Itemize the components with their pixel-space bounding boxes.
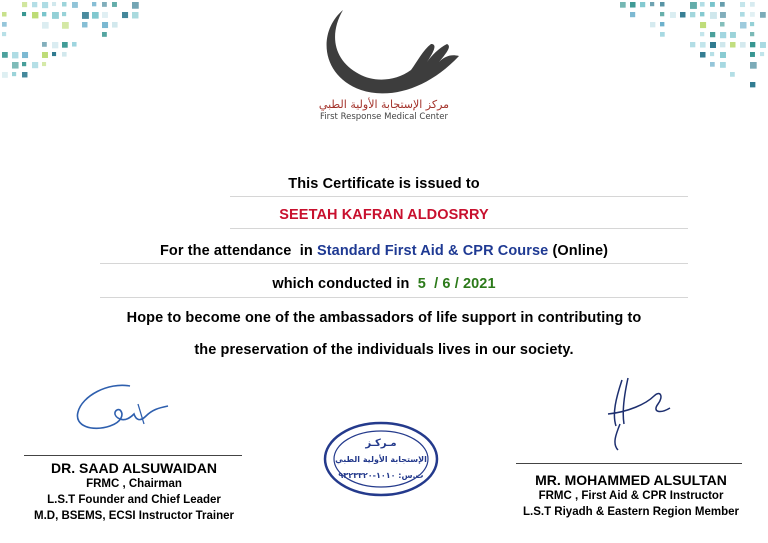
mosaic-tile (730, 42, 735, 47)
conducted-date: 5 / 6 / 2021 (417, 276, 496, 292)
mosaic-tile (700, 12, 704, 16)
mosaic-tile (42, 2, 48, 8)
stamp-bottom-text: ت.س: ١٠١٠-٩٣٢٣٣٢٠ (338, 471, 424, 480)
mosaic-tile (630, 2, 636, 8)
mosaic-tile (92, 12, 99, 19)
course-name: Standard First Aid & CPR Course (316, 243, 549, 259)
mosaic-tile (22, 2, 27, 7)
mosaic-tile (22, 72, 27, 77)
mosaic-tile (22, 12, 26, 16)
corner-pattern-left (0, 0, 150, 90)
mosaic-tile (740, 2, 745, 7)
attendance-prefix: For the attendance in (159, 243, 313, 259)
mosaic-tile (760, 42, 766, 48)
logo-arabic-name: مركز الإستجابة الأولية الطبي (318, 98, 450, 111)
course-mode: (Online) (552, 243, 609, 259)
mosaic-tile (690, 2, 697, 9)
mosaic-tile (112, 2, 117, 7)
mosaic-tile (52, 2, 56, 6)
mosaic-tile (2, 12, 7, 17)
mosaic-tile (62, 22, 69, 29)
mosaic-tile (740, 12, 745, 17)
mosaic-tile (700, 22, 706, 28)
mosaic-tile (730, 72, 735, 77)
mosaic-tile (22, 62, 26, 66)
mosaic-tile (700, 52, 706, 58)
mosaic-tile (740, 22, 746, 28)
mosaic-tile (12, 62, 19, 69)
mosaic-tile (740, 42, 746, 48)
mosaic-tile (650, 2, 654, 6)
mosaic-tile (660, 2, 664, 6)
mosaic-tile (52, 52, 56, 56)
mosaic-tile (82, 22, 87, 27)
mosaic-tile (620, 2, 626, 8)
mosaic-tile (62, 2, 66, 6)
mosaic-tile (122, 12, 128, 18)
signatory-left-role: L.S.T Founder and Chief Leader (47, 494, 221, 506)
closing-line-1: Hope to become one of the ambassadors of life support in contributing to (126, 310, 642, 326)
mosaic-tile (710, 12, 717, 19)
mosaic-tile (132, 12, 138, 18)
frmc-logo (284, 4, 484, 140)
mosaic-tile (690, 42, 695, 47)
signature-line-left (24, 455, 242, 456)
issued-to-label: This Certificate is issued to (288, 176, 480, 192)
mosaic-tile (720, 62, 726, 68)
mosaic-tile (42, 22, 49, 29)
mosaic-tile (82, 12, 89, 19)
mosaic-tile (62, 12, 66, 16)
mosaic-tile (660, 12, 664, 16)
mosaic-tile (52, 12, 59, 19)
mosaic-tile (102, 32, 107, 37)
mosaic-tile (32, 2, 37, 7)
mosaic-tile (670, 12, 676, 18)
closing-line-2: the preservation of the individuals lives in our society. (194, 342, 574, 358)
mosaic-tile (12, 52, 18, 58)
mosaic-tile (2, 52, 8, 58)
signatory-right-name: MR. MOHAMMED ALSULTAN (535, 472, 727, 488)
conducted-line (0, 276, 768, 292)
stamp-top-text: مـركـز (365, 438, 397, 449)
signatory-right-role: L.S.T Riyadh & Eastern Region Member (523, 506, 739, 518)
recipient-name: SEETAH KAFRAN ALDOSRRY (279, 207, 489, 223)
text-rule (230, 196, 688, 197)
mosaic-tile (710, 32, 715, 37)
signatory-left-role: FRMC , Chairman (86, 478, 182, 490)
mosaic-tile (750, 62, 757, 69)
mosaic-tile (710, 62, 715, 67)
mosaic-tile (42, 12, 46, 16)
mosaic-tile (2, 72, 8, 78)
mosaic-tile (640, 2, 645, 7)
mosaic-tile (660, 32, 665, 37)
mosaic-tile (92, 2, 96, 6)
mosaic-tile (760, 12, 766, 18)
mosaic-tile (72, 42, 77, 47)
mosaic-tile (750, 22, 754, 26)
mosaic-tile (102, 2, 107, 7)
corner-pattern-right (618, 0, 768, 90)
mosaic-tile (52, 42, 58, 48)
mosaic-tile (650, 22, 655, 27)
text-rule (230, 228, 688, 229)
signatory-left-role: M.D, BSEMS, ECSI Instructor Trainer (33, 510, 234, 522)
mosaic-tile (720, 52, 726, 58)
mosaic-tile (700, 32, 704, 36)
mosaic-tile (700, 42, 706, 48)
signatory-right-role: FRMC , First Aid & CPR Instructor (538, 490, 724, 502)
mosaic-tile (710, 42, 716, 48)
mosaic-tile (750, 52, 755, 57)
official-stamp (322, 420, 440, 498)
mosaic-tile (720, 2, 725, 7)
mosaic-tile (42, 62, 46, 66)
mosaic-tile (2, 32, 6, 36)
mosaic-tile (102, 22, 108, 28)
signatory-right (500, 472, 762, 520)
signature-right (598, 374, 678, 458)
mosaic-tile (750, 42, 755, 47)
mosaic-tile (710, 52, 714, 56)
mosaic-tile (32, 12, 38, 18)
mosaic-tile (750, 2, 755, 7)
mosaic-tile (102, 12, 108, 18)
cupped-hand-icon (299, 4, 469, 104)
mosaic-tile (62, 52, 67, 57)
mosaic-tile (630, 12, 635, 17)
text-rule (100, 297, 688, 298)
text-rule (100, 263, 688, 264)
mosaic-tile (72, 2, 78, 8)
mosaic-tile (730, 32, 736, 38)
mosaic-tile (720, 42, 725, 47)
mosaic-tile (132, 2, 139, 9)
mosaic-tile (760, 52, 764, 56)
mosaic-tile (720, 22, 725, 27)
mosaic-tile (42, 42, 47, 47)
logo-english-name: First Response Medical Center (320, 112, 448, 122)
mosaic-tile (750, 32, 754, 36)
signature-line-right (516, 463, 742, 464)
mosaic-tile (750, 82, 755, 87)
mosaic-tile (42, 52, 48, 58)
attendance-line (0, 243, 768, 259)
mosaic-tile (720, 32, 726, 38)
mosaic-tile (750, 12, 755, 17)
mosaic-tile (680, 12, 685, 17)
mosaic-tile (690, 12, 695, 17)
mosaic-tile (22, 52, 28, 58)
signatory-left (0, 460, 268, 524)
mosaic-tile (32, 62, 38, 68)
mosaic-tile (12, 72, 16, 76)
mosaic-tile (720, 12, 726, 18)
stamp-middle-text: الإستجابة الأولية الطبي (335, 455, 427, 464)
mosaic-tile (62, 42, 68, 48)
mosaic-tile (710, 2, 715, 7)
mosaic-tile (700, 2, 705, 7)
signatory-left-name: DR. SAAD ALSUWAIDAN (51, 460, 217, 476)
mosaic-tile (2, 22, 7, 27)
mosaic-tile (112, 22, 118, 28)
conducted-prefix: which conducted in (272, 276, 410, 292)
signature-left (68, 378, 173, 440)
mosaic-tile (660, 22, 664, 26)
